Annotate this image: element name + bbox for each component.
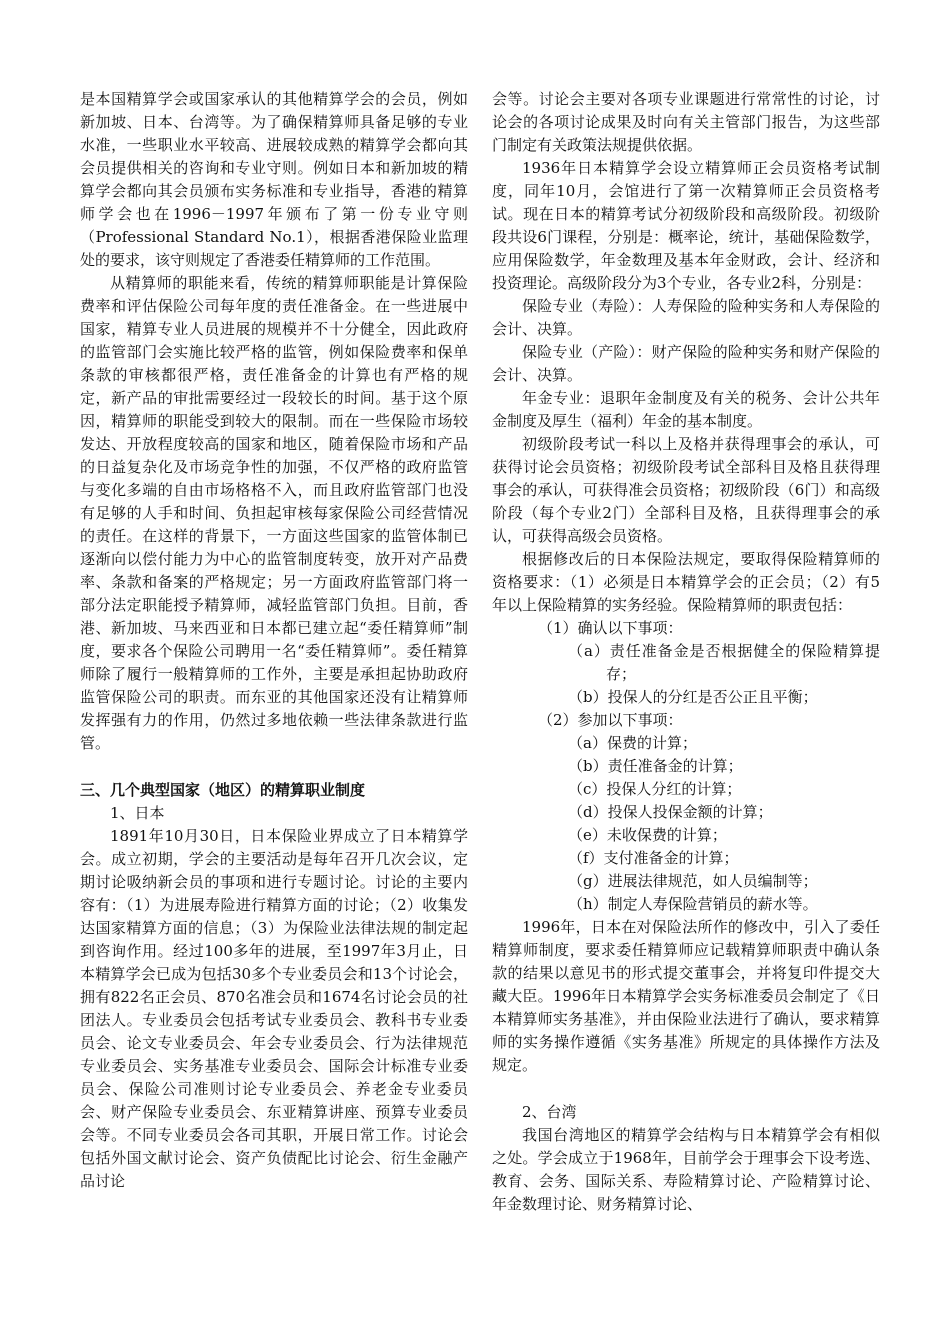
list-item: （b）责任准备金的计算； <box>568 757 743 775</box>
left-column <box>80 88 468 1193</box>
list-item: （h）制定人寿保险营销员的薪水等。 <box>568 895 818 913</box>
spacer <box>492 1077 880 1101</box>
list-title: （1）确认以下事项： <box>538 619 683 637</box>
list-item: （b）投保人的分红是否公正且平衡； <box>568 688 818 706</box>
paragraph: 年金专业：退职年金制度及有关的税务、会计公共年金制度及厚生（福利）年金的基本制度。 <box>492 389 880 430</box>
list-title: （2）参加以下事项： <box>538 711 683 729</box>
paragraph: 是本国精算学会或国家承认的其他精算学会的会员，例如新加坡、日本、台湾等。为了确保精算师具备足够的专业水准，一些职业水平较高、进展较成熟的精算学会都向其会员提供相关的咨询和专业守则。例如日本和新加坡的精算学会都向其会员颁布实务标准和专业指导，香港的精算师学会也在1996－1997年颁布了第一份专业守则（Professional Standard No.1），根据香港保险业监理处的要求，该守则规定了香港委任精算师的工作范围。 <box>80 90 468 269</box>
list-item: （a）保费的计算； <box>568 734 697 752</box>
paragraph: 1936年日本精算学会设立精算师正会员资格考试制度，同年10月，会馆进行了第一次精算师正会员资格考试。现在日本的精算考试分初级阶段和高级阶段。初级阶段共设6门课程，分别是：概率论，统计，基础保险数学，应用保险数学，年金数理及基本年金财政，会计、经济和投资理论。高级阶段分为3个专业，各专业2科，分别是： <box>492 159 880 292</box>
subsection-heading: 2、台湾 <box>522 1103 577 1121</box>
spacer <box>80 755 468 779</box>
paragraph: 保险专业（产险）：财产保险的险种实务和财产保险的会计、决算。 <box>492 343 880 384</box>
list-item: （f）支付准备金的计算； <box>568 849 739 867</box>
subsection-heading: 1、日本 <box>110 804 165 822</box>
paragraph: 1891年10月30日，日本保险业界成立了日本精算学会。成立初期，学会的主要活动是每年召开几次会议，定期讨论吸纳新会员的事项和进行专题讨论。讨论的主要内容有：（1）为进展寿险进行精算方面的讨论；（2）收集发达国家精算方面的信息；（3）为保险业法律法规的制定起到咨询作用。经过100多年的进展，至1997年3月止，日本精算学会已成为包括30多个专业委员会和13个讨论会，拥有822名正会员、870名准会员和1674名讨论会员的社团法人。专业委员会包括考试专业委员会、教科书专业委员会、论文专业委员会、年会专业委员会、行为法律规范专业委员会、实务基准专业委员会、国际会计标准专业委员会、保险公司准则讨论专业委员会、养老金专业委员会、财产保险专业委员会、东亚精算讲座、预算专业委员会等。不同专业委员会各司其职，开展日常工作。讨论会包括外国文献讨论会、资产负债配比讨论会、衍生金融产品讨论 <box>80 827 468 1190</box>
right-column <box>492 88 880 1216</box>
list-item: （a）责任准备金是否根据健全的保险精算提存； <box>568 642 880 683</box>
section-heading: 三、几个典型国家（地区）的精算职业制度 <box>80 781 366 799</box>
paragraph: 初级阶段考试一科以上及格并获得理事会的承认，可获得讨论会员资格；初级阶段考试全部科目及格且获得理事会的承认，可获得准会员资格；初级阶段（6门）和高级阶段（每个专业2门）全部科目及格，且获得理事会的承认，可获得高级会员资格。 <box>492 435 880 545</box>
paragraph: 从精算师的职能来看，传统的精算师职能是计算保险费率和评估保险公司每年度的责任准备金。在一些进展中国家，精算专业人员进展的规模并不十分健全，因此政府的监管部门会实施比较严格的监管，例如保险费率和保单条款的审核都很严格，责任准备金的计算也有严格的规定，新产品的审批需要经过一段较长的时间。基于这个原因，精算师的职能受到较大的限制。而在一些保险市场较发达、开放程度较高的国家和地区，随着保险市场和产品的日益复杂化及市场竞争性的加强，不仅严格的政府监管与变化多端的自由市场格格不入，而且政府监管部门也没有足够的人手和时间、负担起审核每家保险公司经营情况的责任。在这样的背景下，一方面这些国家的监管体制已逐渐向以偿付能力为中心的监管制度转变，放开对产品费率、条款和备案的严格规定；另一方面政府监管部门将一部分法定职能授予精算师，减轻监管部门负担。目前，香港、新加坡、马来西亚和日本都已建立起“委任精算师”制度，要求各个保险公司聘用一名“委任精算师”。委任精算师除了履行一般精算师的工作外，主要是承担起协助政府监管保险公司的职责。而东亚的其他国家还没有让精算师发挥强有力的作用，仍然过多地依赖一些法律条款进行监管。 <box>80 274 468 752</box>
paragraph: 会等。讨论会主要对各项专业课题进行常常性的讨论，讨论会的各项讨论成果及时向有关主管部门报告，为这些部门制定有关政策法规提供依据。 <box>492 90 880 154</box>
paragraph: 根据修改后的日本保险法规定，要取得保险精算师的资格要求：（1）必须是日本精算学会的正会员；（2）有5年以上保险精算的实务经验。保险精算师的职责包括： <box>492 550 880 614</box>
paragraph: 我国台湾地区的精算学会结构与日本精算学会有相似之处。学会成立于1968年，目前学会于理事会下设考选、教育、会务、国际关系、寿险精算讨论、产险精算讨论、年金数理讨论、财务精算讨论、 <box>492 1126 880 1213</box>
list-item: （d）投保人投保金额的计算； <box>568 803 773 821</box>
list-item: （e）未收保费的计算； <box>568 826 727 844</box>
paragraph: 1996年，日本在对保险法所作的修改中，引入了委任精算师制度，要求委任精算师应记载精算师职责中确认条款的结果以意见书的形式提交董事会，并将复印件提交大藏大臣。1996年日本精算学会实务标准委员会制定了《日本精算师实务基准》，并由保险业法进行了确认，要求精算师的实务操作遵循《实务基准》所规定的具体操作方法及规定。 <box>492 918 880 1074</box>
list-item: （g）进展法律规范，如人员编制等； <box>568 872 818 890</box>
paragraph: 保险专业（寿险）：人寿保险的险种实务和人寿保险的会计、决算。 <box>492 297 880 338</box>
list-item: （c）投保人分红的计算； <box>568 780 742 798</box>
